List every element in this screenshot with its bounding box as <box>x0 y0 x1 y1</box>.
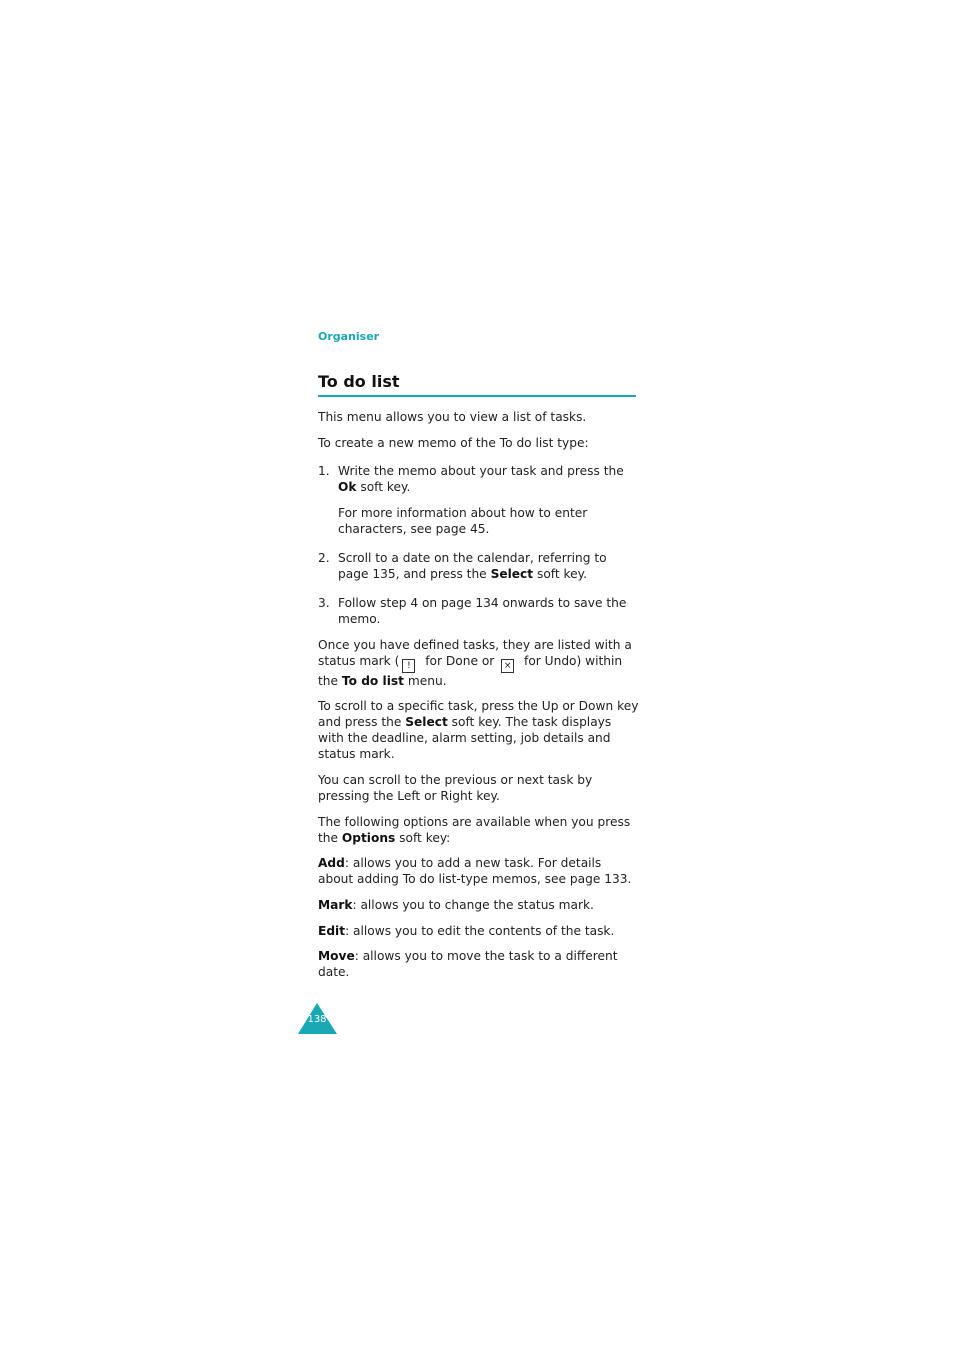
page-number: 138 <box>307 1014 327 1025</box>
step-text-end: soft key. <box>533 567 587 581</box>
menu-name: To do list <box>341 674 404 688</box>
undo-status-icon: × <box>501 659 514 673</box>
option-desc: : allows you to move the task to a different date. <box>318 949 618 979</box>
step-note: For more information about how to enter characters, see page 45. <box>338 506 588 536</box>
text-span: for Done or <box>421 654 499 668</box>
option-name: Edit <box>318 924 346 938</box>
step-number: 3. <box>318 596 330 610</box>
option-name: Mark <box>318 898 353 912</box>
option-desc: : allows you to edit the contents of the task. <box>345 924 615 938</box>
step-item <box>318 595 640 627</box>
option-item <box>318 897 640 913</box>
option-item <box>318 855 640 887</box>
page-title: To do list <box>318 371 636 397</box>
step-text-end: soft key. <box>356 480 411 494</box>
step-item <box>318 463 640 495</box>
page-number-badge <box>298 1003 338 1035</box>
key-name: Options <box>341 831 396 845</box>
option-desc: : allows you to add a new task. For details about adding To do list-type memos, see page 133. <box>318 856 632 886</box>
key-name: Ok <box>338 480 357 494</box>
step-text: Follow step 4 on page 134 onwards to save the memo. <box>338 596 627 626</box>
key-name: Select <box>405 715 448 729</box>
scroll-paragraph <box>318 698 640 762</box>
text-span: Once you have defined tasks, they are listed with a status mark ( <box>318 638 632 668</box>
option-item <box>318 948 640 980</box>
options-intro <box>318 814 640 846</box>
text-span: soft key. The task displays with the deadline, alarm setting, job details and status mark. <box>318 715 612 761</box>
option-desc: : allows you to change the status mark. <box>352 898 594 912</box>
navigation-paragraph: You can scroll to the previous or next task by pressing the Left or Right key. <box>318 773 593 803</box>
text-span: for Undo) within the <box>318 654 623 688</box>
intro-paragraph: This menu allows you to view a list of tasks. <box>318 410 587 424</box>
step-text: Write the memo about your task and press the <box>338 464 624 478</box>
done-status-icon: ! <box>402 659 415 673</box>
option-item <box>318 923 640 939</box>
option-name: Add <box>318 856 345 870</box>
text-span: menu. <box>403 674 447 688</box>
section-label: Organiser <box>318 330 380 343</box>
text-span: To scroll to a specific task, press the Up or Down key and press the <box>318 699 639 729</box>
step-number: 2. <box>318 551 330 565</box>
key-name: Select <box>490 567 534 581</box>
step-text: Scroll to a date on the calendar, referring to page 135, and press the <box>338 551 607 581</box>
text-span: soft key: <box>395 831 451 845</box>
create-instruction: To create a new memo of the To do list type: <box>318 436 589 450</box>
step-number: 1. <box>318 464 330 478</box>
text-span: The following options are available when you press the <box>318 815 631 845</box>
step-item <box>318 550 640 582</box>
page-content <box>318 409 640 980</box>
status-mark-paragraph <box>318 637 640 689</box>
option-name: Move <box>318 949 355 963</box>
